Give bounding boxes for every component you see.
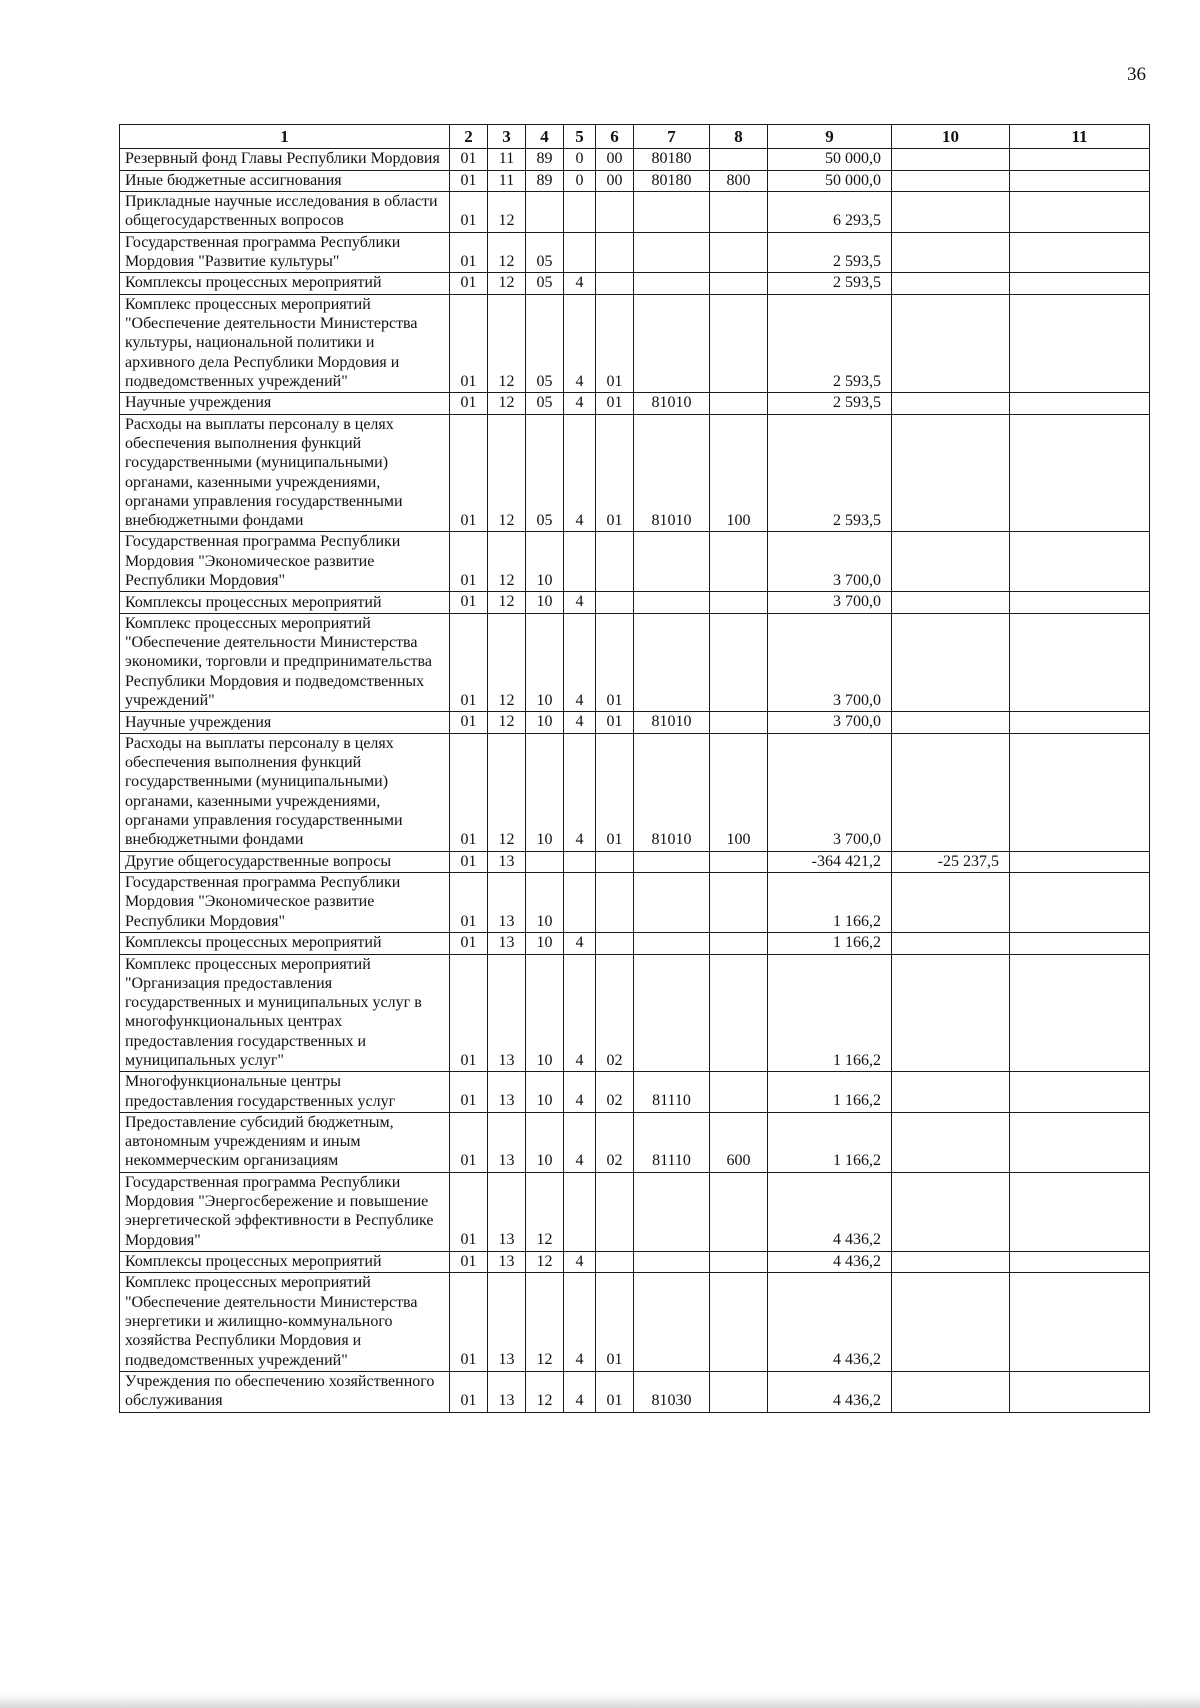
expense-type-cell [710,232,768,273]
subsection-code-cell: 13 [488,1112,526,1172]
direction-code-cell: 81110 [634,1072,710,1113]
amount-cell-11 [1010,592,1150,614]
column-header-3: 3 [488,125,526,149]
program-code-cell: 10 [526,954,564,1072]
direction-code-cell [634,192,710,233]
column-header-10: 10 [892,125,1010,149]
direction-code-cell: 80180 [634,170,710,192]
amount-cell-9: 1 166,2 [768,933,892,955]
amount-cell-9: 1 166,2 [768,1112,892,1172]
subsection-code-cell: 13 [488,954,526,1072]
amount-cell-11 [1010,873,1150,933]
section-code-cell: 01 [450,1371,488,1412]
direction-code-cell [634,232,710,273]
subsection-code-cell: 12 [488,273,526,295]
direction-code-cell [634,851,710,873]
row-name-cell: Предоставление субсидий бюджетным, автономным учреждениям и иным некоммерческим организациям [120,1112,450,1172]
table-row [120,933,1150,955]
section-code-cell: 01 [450,273,488,295]
amount-cell-11 [1010,1112,1150,1172]
amount-cell-11 [1010,192,1150,233]
section-code-cell: 01 [450,192,488,233]
subsection-code-cell: 12 [488,294,526,392]
event-code-cell [596,851,634,873]
direction-code-cell: 81110 [634,1112,710,1172]
amount-cell-11 [1010,1172,1150,1251]
section-code-cell: 01 [450,712,488,734]
expense-type-cell [710,393,768,415]
program-code-cell: 12 [526,1371,564,1412]
row-name-cell: Государственная программа Республики Мордовия "Экономическое развитие Республики Мордовия" [120,532,450,592]
amount-cell-10 [892,954,1010,1072]
program-code-cell: 89 [526,170,564,192]
subsection-code-cell: 12 [488,712,526,734]
row-name-cell: Государственная программа Республики Мордовия "Развитие культуры" [120,232,450,273]
amount-cell-9: 3 700,0 [768,592,892,614]
amount-cell-11 [1010,532,1150,592]
row-name-cell: Комплекс процессных мероприятий "Организация предоставления государственных и муниципальных услуг в многофункциональных центрах предоставления государственных и муниципальных услуг" [120,954,450,1072]
table-row [120,1251,1150,1273]
section-code-cell: 01 [450,592,488,614]
amount-cell-9: 2 593,5 [768,393,892,415]
program-code-cell: 12 [526,1172,564,1251]
program-code-cell: 10 [526,933,564,955]
subprogram-code-cell: 4 [564,393,596,415]
direction-code-cell [634,532,710,592]
row-name-cell: Научные учреждения [120,712,450,734]
amount-cell-11 [1010,733,1150,851]
section-code-cell: 01 [450,873,488,933]
amount-cell-10 [892,149,1010,171]
event-code-cell: 01 [596,414,634,532]
subsection-code-cell: 12 [488,532,526,592]
direction-code-cell: 81030 [634,1371,710,1412]
column-header-7: 7 [634,125,710,149]
amount-cell-9: 3 700,0 [768,613,892,711]
amount-cell-10 [892,592,1010,614]
event-code-cell: 00 [596,170,634,192]
subprogram-code-cell: 4 [564,294,596,392]
subsection-code-cell: 13 [488,1251,526,1273]
subprogram-code-cell: 4 [564,712,596,734]
amount-cell-11 [1010,414,1150,532]
amount-cell-9: 2 593,5 [768,294,892,392]
table-row [120,873,1150,933]
amount-cell-11 [1010,712,1150,734]
program-code-cell: 10 [526,733,564,851]
amount-cell-9: 1 166,2 [768,873,892,933]
table-row [120,192,1150,233]
amount-cell-11 [1010,232,1150,273]
subprogram-code-cell: 4 [564,733,596,851]
subprogram-code-cell: 4 [564,1273,596,1371]
program-code-cell: 05 [526,294,564,392]
subprogram-code-cell: 4 [564,613,596,711]
amount-cell-11 [1010,851,1150,873]
expense-type-cell [710,712,768,734]
program-code-cell: 10 [526,592,564,614]
subprogram-code-cell [564,873,596,933]
section-code-cell: 01 [450,149,488,171]
amount-cell-9: 4 436,2 [768,1273,892,1371]
subprogram-code-cell [564,232,596,273]
expense-type-cell [710,592,768,614]
amount-cell-11 [1010,170,1150,192]
event-code-cell [596,592,634,614]
table-row [120,1112,1150,1172]
section-code-cell: 01 [450,294,488,392]
table-row [120,1273,1150,1371]
expense-type-cell [710,273,768,295]
expense-type-cell [710,192,768,233]
table-row [120,1371,1150,1412]
direction-code-cell: 81010 [634,733,710,851]
page-number: 36 [1127,64,1146,85]
amount-cell-10 [892,873,1010,933]
subsection-code-cell: 11 [488,149,526,171]
expense-type-cell [710,954,768,1072]
amount-cell-9: 50 000,0 [768,170,892,192]
row-name-cell: Многофункциональные центры предоставления государственных услуг [120,1072,450,1113]
row-name-cell: Прикладные научные исследования в области общегосударственных вопросов [120,192,450,233]
program-code-cell: 10 [526,873,564,933]
amount-cell-9: 2 593,5 [768,414,892,532]
table-row [120,149,1150,171]
program-code-cell [526,851,564,873]
subprogram-code-cell: 0 [564,149,596,171]
amount-cell-9: 2 593,5 [768,273,892,295]
amount-cell-10: -25 237,5 [892,851,1010,873]
direction-code-cell [634,954,710,1072]
event-code-cell [596,873,634,933]
expense-type-cell [710,933,768,955]
table-row [120,1172,1150,1251]
table-row [120,170,1150,192]
program-code-cell: 10 [526,1072,564,1113]
subsection-code-cell: 13 [488,1371,526,1412]
column-header-5: 5 [564,125,596,149]
table-row [120,532,1150,592]
expense-type-cell [710,613,768,711]
subprogram-code-cell: 0 [564,170,596,192]
amount-cell-10 [892,393,1010,415]
direction-code-cell: 81010 [634,712,710,734]
row-name-cell: Государственная программа Республики Мордовия "Энергосбережение и повышение энергетической эффективности в Республике Мордовия" [120,1172,450,1251]
row-name-cell: Учреждения по обеспечению хозяйственного обслуживания [120,1371,450,1412]
direction-code-cell [634,613,710,711]
subprogram-code-cell [564,1172,596,1251]
table-row [120,851,1150,873]
section-code-cell: 01 [450,933,488,955]
expense-type-cell: 100 [710,733,768,851]
amount-cell-9: 1 166,2 [768,954,892,1072]
direction-code-cell: 80180 [634,149,710,171]
subsection-code-cell: 12 [488,592,526,614]
event-code-cell: 01 [596,393,634,415]
amount-cell-10 [892,1112,1010,1172]
event-code-cell [596,273,634,295]
scan-bottom-edge [0,1694,1200,1708]
amount-cell-10 [892,1172,1010,1251]
subprogram-code-cell [564,192,596,233]
amount-cell-10 [892,170,1010,192]
section-code-cell: 01 [450,232,488,273]
section-code-cell: 01 [450,613,488,711]
amount-cell-11 [1010,1072,1150,1113]
amount-cell-10 [892,414,1010,532]
section-code-cell: 01 [450,733,488,851]
expense-type-cell: 100 [710,414,768,532]
amount-cell-9: 3 700,0 [768,712,892,734]
event-code-cell [596,1172,634,1251]
event-code-cell: 02 [596,954,634,1072]
table-row [120,294,1150,392]
direction-code-cell [634,1251,710,1273]
subsection-code-cell: 13 [488,1072,526,1113]
event-code-cell [596,532,634,592]
event-code-cell: 02 [596,1072,634,1113]
section-code-cell: 01 [450,1273,488,1371]
direction-code-cell [634,1273,710,1371]
expense-type-cell [710,532,768,592]
column-header-11: 11 [1010,125,1150,149]
direction-code-cell [634,933,710,955]
section-code-cell: 01 [450,1251,488,1273]
program-code-cell: 05 [526,273,564,295]
expense-type-cell [710,873,768,933]
subsection-code-cell: 12 [488,613,526,711]
amount-cell-10 [892,232,1010,273]
row-name-cell: Комплексы процессных мероприятий [120,592,450,614]
expense-type-cell: 600 [710,1112,768,1172]
amount-cell-11 [1010,1273,1150,1371]
program-code-cell: 05 [526,414,564,532]
event-code-cell [596,933,634,955]
amount-cell-10 [892,712,1010,734]
section-code-cell: 01 [450,954,488,1072]
subprogram-code-cell [564,532,596,592]
amount-cell-9: 4 436,2 [768,1251,892,1273]
row-name-cell: Другие общегосударственные вопросы [120,851,450,873]
amount-cell-9: 50 000,0 [768,149,892,171]
amount-cell-10 [892,613,1010,711]
subsection-code-cell: 12 [488,192,526,233]
amount-cell-10 [892,733,1010,851]
amount-cell-10 [892,1072,1010,1113]
amount-cell-9: -364 421,2 [768,851,892,873]
column-header-8: 8 [710,125,768,149]
column-header-6: 6 [596,125,634,149]
expense-type-cell [710,1371,768,1412]
direction-code-cell [634,1172,710,1251]
subprogram-code-cell: 4 [564,273,596,295]
expense-type-cell [710,1172,768,1251]
expense-type-cell [710,149,768,171]
budget-table-container [119,124,1149,1413]
section-code-cell: 01 [450,170,488,192]
subsection-code-cell: 12 [488,393,526,415]
program-code-cell: 10 [526,613,564,711]
section-code-cell: 01 [450,414,488,532]
program-code-cell: 12 [526,1273,564,1371]
row-name-cell: Комплекс процессных мероприятий "Обеспечение деятельности Министерства культуры, национальной политики и архивного дела Республики Мордовия и подведомственных учреждений" [120,294,450,392]
amount-cell-9: 4 436,2 [768,1371,892,1412]
column-header-9: 9 [768,125,892,149]
subprogram-code-cell [564,851,596,873]
amount-cell-10 [892,192,1010,233]
subsection-code-cell: 12 [488,232,526,273]
amount-cell-10 [892,1371,1010,1412]
expense-type-cell [710,1072,768,1113]
table-row [120,712,1150,734]
direction-code-cell [634,294,710,392]
event-code-cell [596,192,634,233]
row-name-cell: Комплексы процессных мероприятий [120,933,450,955]
amount-cell-10 [892,532,1010,592]
program-code-cell: 12 [526,1251,564,1273]
event-code-cell: 01 [596,294,634,392]
event-code-cell: 02 [596,1112,634,1172]
subsection-code-cell: 13 [488,1273,526,1371]
section-code-cell: 01 [450,532,488,592]
subprogram-code-cell: 4 [564,1371,596,1412]
row-name-cell: Комплексы процессных мероприятий [120,1251,450,1273]
program-code-cell [526,192,564,233]
column-header-4: 4 [526,125,564,149]
program-code-cell: 05 [526,232,564,273]
row-name-cell: Комплексы процессных мероприятий [120,273,450,295]
subprogram-code-cell: 4 [564,592,596,614]
subsection-code-cell: 13 [488,1172,526,1251]
amount-cell-11 [1010,149,1150,171]
direction-code-cell [634,592,710,614]
expense-type-cell [710,851,768,873]
program-code-cell: 10 [526,532,564,592]
table-body [120,149,1150,1413]
section-code-cell: 01 [450,1172,488,1251]
event-code-cell: 01 [596,613,634,711]
row-name-cell: Государственная программа Республики Мордовия "Экономическое развитие Республики Мордовия" [120,873,450,933]
event-code-cell: 01 [596,712,634,734]
section-code-cell: 01 [450,1112,488,1172]
row-name-cell: Комплекс процессных мероприятий "Обеспечение деятельности Министерства энергетики и жилищно-коммунального хозяйства Республики Мордовия и подведомственных учреждений" [120,1273,450,1371]
subsection-code-cell: 12 [488,733,526,851]
section-code-cell: 01 [450,393,488,415]
table-row [120,613,1150,711]
expense-type-cell: 800 [710,170,768,192]
table-header-row [120,125,1150,149]
subsection-code-cell: 13 [488,873,526,933]
amount-cell-11 [1010,954,1150,1072]
row-name-cell: Расходы на выплаты персоналу в целях обеспечения выполнения функций государственными (муниципальными) органами, казенными учреждениями, органами управления государственными внебюджетными фондами [120,733,450,851]
section-code-cell: 01 [450,851,488,873]
program-code-cell: 10 [526,712,564,734]
direction-code-cell [634,873,710,933]
subsection-code-cell: 11 [488,170,526,192]
amount-cell-10 [892,1273,1010,1371]
section-code-cell: 01 [450,1072,488,1113]
table-row [120,1072,1150,1113]
table-row [120,592,1150,614]
row-name-cell: Комплекс процессных мероприятий "Обеспечение деятельности Министерства экономики, торговли и предпринимательства Республики Мордовия и подведомственных учреждений" [120,613,450,711]
table-row [120,414,1150,532]
event-code-cell: 01 [596,1371,634,1412]
subprogram-code-cell: 4 [564,1251,596,1273]
amount-cell-11 [1010,1251,1150,1273]
column-header-2: 2 [450,125,488,149]
subprogram-code-cell: 4 [564,954,596,1072]
amount-cell-11 [1010,393,1150,415]
amount-cell-10 [892,273,1010,295]
program-code-cell: 89 [526,149,564,171]
event-code-cell: 01 [596,733,634,851]
amount-cell-10 [892,933,1010,955]
table-row [120,232,1150,273]
event-code-cell: 01 [596,1273,634,1371]
subsection-code-cell: 12 [488,414,526,532]
amount-cell-9: 2 593,5 [768,232,892,273]
row-name-cell: Иные бюджетные ассигнования [120,170,450,192]
amount-cell-10 [892,294,1010,392]
row-name-cell: Расходы на выплаты персоналу в целях обеспечения выполнения функций государственными (муниципальными) органами, казенными учреждениями, органами управления государственными внебюджетными фондами [120,414,450,532]
subprogram-code-cell: 4 [564,933,596,955]
row-name-cell: Научные учреждения [120,393,450,415]
subsection-code-cell: 13 [488,933,526,955]
amount-cell-9: 3 700,0 [768,532,892,592]
event-code-cell [596,232,634,273]
direction-code-cell: 81010 [634,414,710,532]
budget-table [119,124,1150,1413]
amount-cell-11 [1010,273,1150,295]
column-header-1: 1 [120,125,450,149]
subprogram-code-cell: 4 [564,414,596,532]
amount-cell-11 [1010,1371,1150,1412]
amount-cell-9: 3 700,0 [768,733,892,851]
table-row [120,393,1150,415]
subsection-code-cell: 13 [488,851,526,873]
table-row [120,273,1150,295]
amount-cell-9: 1 166,2 [768,1072,892,1113]
direction-code-cell: 81010 [634,393,710,415]
direction-code-cell [634,273,710,295]
amount-cell-11 [1010,613,1150,711]
event-code-cell [596,1251,634,1273]
event-code-cell: 00 [596,149,634,171]
amount-cell-9: 4 436,2 [768,1172,892,1251]
program-code-cell: 05 [526,393,564,415]
table-row [120,733,1150,851]
row-name-cell: Резервный фонд Главы Республики Мордовия [120,149,450,171]
subprogram-code-cell: 4 [564,1112,596,1172]
amount-cell-9: 6 293,5 [768,192,892,233]
table-row [120,954,1150,1072]
amount-cell-11 [1010,933,1150,955]
program-code-cell: 10 [526,1112,564,1172]
amount-cell-11 [1010,294,1150,392]
expense-type-cell [710,1251,768,1273]
amount-cell-10 [892,1251,1010,1273]
expense-type-cell [710,294,768,392]
expense-type-cell [710,1273,768,1371]
subprogram-code-cell: 4 [564,1072,596,1113]
